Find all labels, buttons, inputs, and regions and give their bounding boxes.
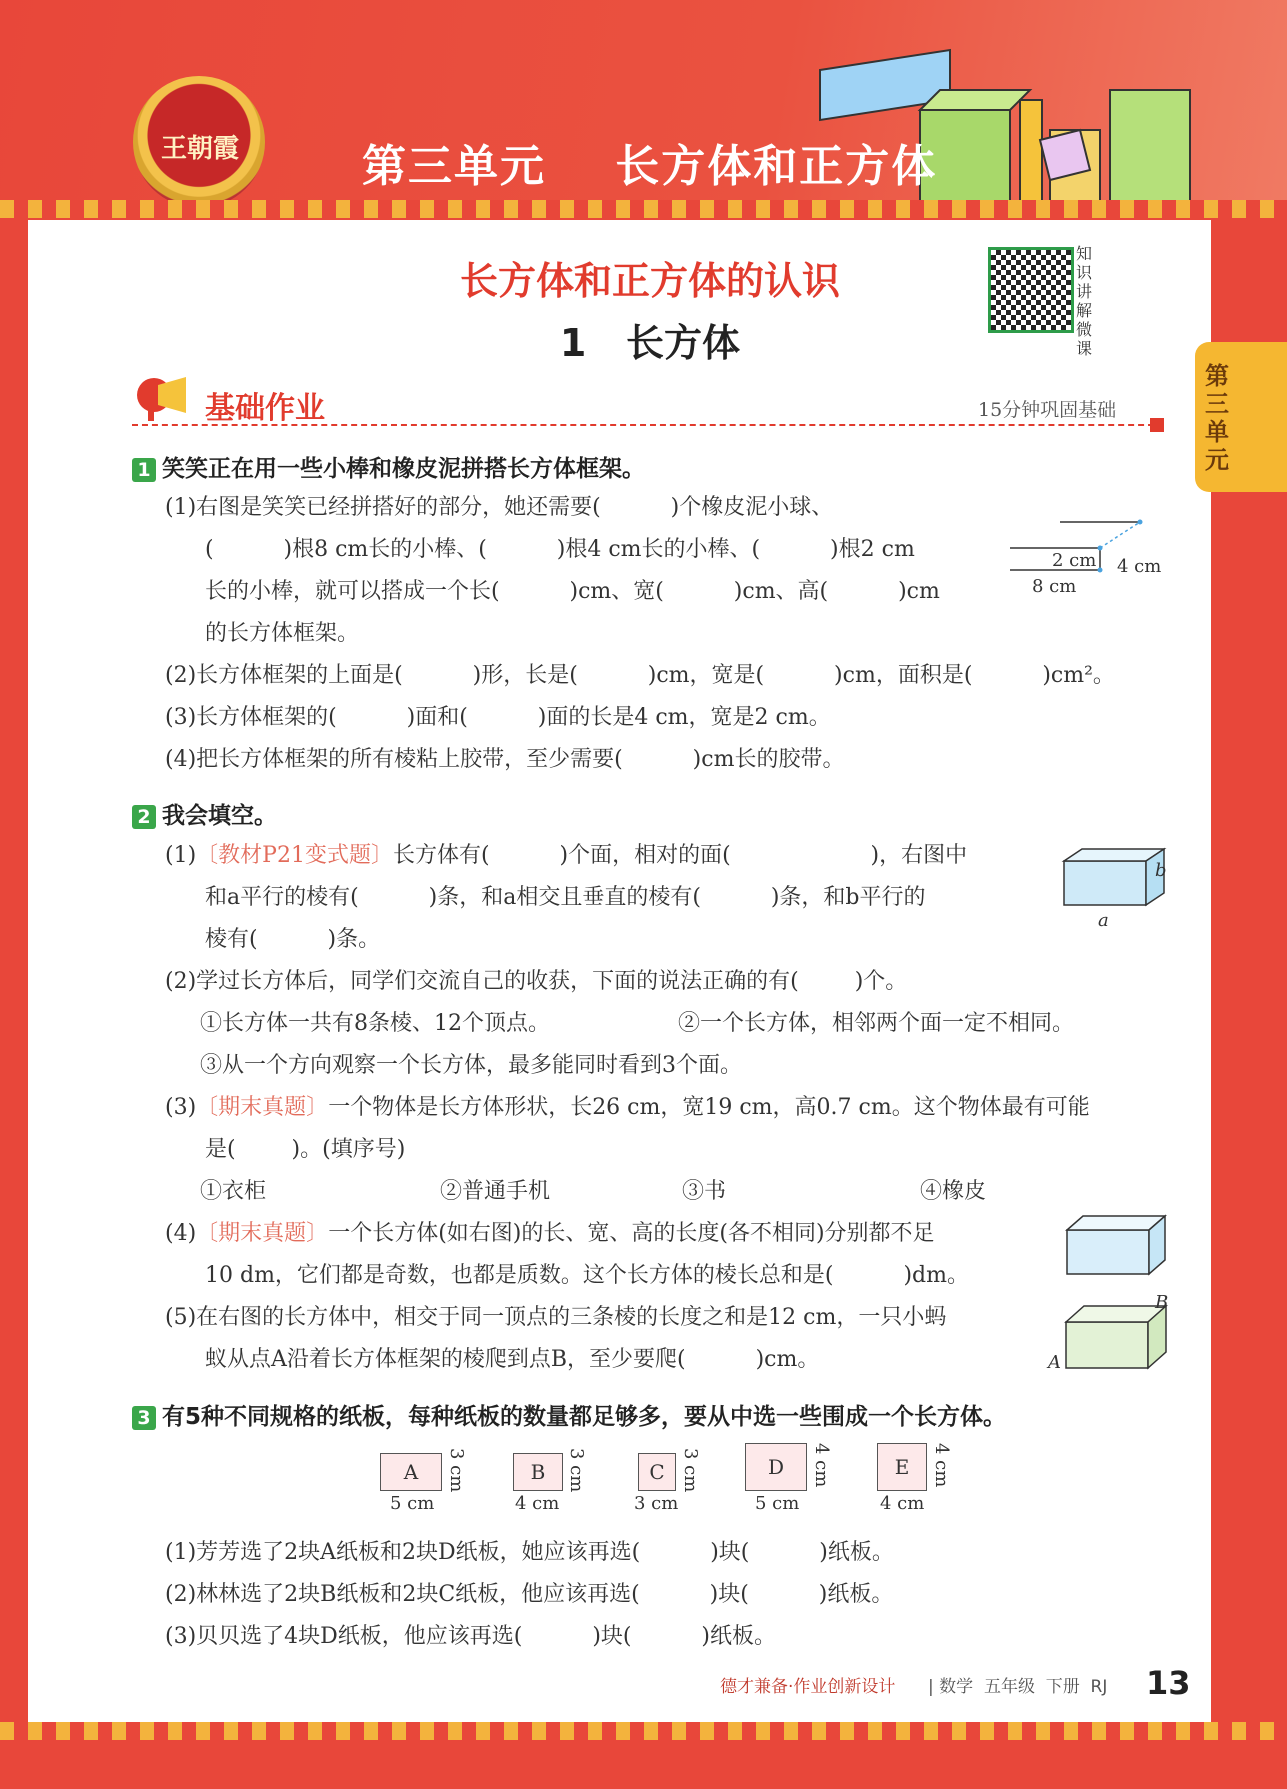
time-hint: 15分钟巩固基础: [978, 399, 1117, 421]
board-d: D: [745, 1443, 807, 1491]
divider-end: [1150, 418, 1164, 432]
q2-5-line: (5)在右图的长方体中，相交于同一顶点的三条棱的长度之和是12 cm，一只小蚂: [165, 1305, 947, 1330]
board-c-width: 3 cm: [634, 1493, 679, 1514]
q2-3-line: 是( )。(填序号): [205, 1137, 406, 1162]
q2-title-text: 我会填空。: [162, 803, 277, 829]
q2-2-option: ②一个长方体，相邻两个面一定不相同。: [678, 1011, 1075, 1036]
q2-1-line: 棱有( )条。: [205, 927, 381, 952]
q1-fig-label: 4 cm: [1117, 556, 1162, 577]
q1-line: 的长方体框架。: [205, 621, 360, 646]
q3-title-text: 有5种不同规格的纸板，每种纸板的数量都足够多，要从中选一些围成一个长方体。: [162, 1404, 1007, 1430]
q2-4-line: [165, 1216, 935, 1247]
q2-4-cuboid-figure: [1063, 1212, 1173, 1282]
board-b: B: [513, 1453, 563, 1491]
q2-1-tag: 〔教材P21变式题〕: [196, 843, 393, 868]
q2-fig-label: b: [1155, 860, 1167, 881]
q2-4-num: (4): [165, 1221, 197, 1246]
q1-fig-label: 2 cm: [1052, 550, 1097, 571]
board-d-height: 4 cm: [811, 1443, 832, 1488]
q1-fig-label: 8 cm: [1032, 576, 1077, 597]
q1-line: 长的小棒，就可以搭成一个长( )cm、宽( )cm、高( )cm: [205, 579, 940, 604]
q2-3-line: [165, 1090, 1090, 1121]
q2-number: 2: [132, 805, 156, 829]
qr-label: 知识讲解微课: [1076, 244, 1093, 358]
q3-line: (3)贝贝选了4块D纸板，他应该再选( )块( )纸板。: [165, 1624, 776, 1649]
board-e-height: 4 cm: [931, 1443, 952, 1488]
q1-line: ( )根8 cm长的小棒、( )根4 cm长的小棒、( )根2 cm: [205, 537, 915, 562]
board-b-width: 4 cm: [515, 1493, 560, 1514]
q2-title: [132, 797, 277, 830]
q2-3-option: ②普通手机: [440, 1179, 551, 1204]
q2-3-option: ④橡皮: [920, 1179, 987, 1204]
q2-4-text: 一个长方体(如右图)的长、宽、高的长度(各不相同)分别都不足: [328, 1221, 935, 1246]
board-a-width: 5 cm: [390, 1493, 435, 1514]
q3-number: 3: [132, 1406, 156, 1430]
section-title: 长方体和正方体的认识: [459, 259, 840, 303]
q2-1-line: 和a平行的棱有( )条，和a相交且垂直的棱有( )条，和b平行的: [205, 885, 926, 910]
q2-1-line: [165, 838, 967, 869]
q1-title-text: 笑笑正在用一些小棒和橡皮泥拼搭长方体框架。: [162, 456, 645, 482]
q3-line: (2)林林选了2块B纸板和2块C纸板，他应该再选( )块( )纸板。: [165, 1582, 894, 1607]
q2-2-option: ①长方体一共有8条棱、12个顶点。: [200, 1011, 550, 1036]
q2-4-tag: 〔期末真题〕: [196, 1221, 329, 1246]
board-d-width: 5 cm: [755, 1493, 800, 1514]
bottom-border: [0, 1722, 1287, 1740]
q2-2-line: (2)学过长方体后，同学们交流自己的收获，下面的说法正确的有( )个。: [165, 969, 908, 994]
board-c-height: 3 cm: [680, 1448, 701, 1493]
board-e: E: [877, 1443, 927, 1491]
q2-3-option: ①衣柜: [200, 1179, 267, 1204]
q1-line: (4)把长方体框架的所有棱粘上胶带，至少需要( )cm长的胶带。: [165, 747, 845, 772]
q2-5-fig-label: A: [1048, 1352, 1061, 1373]
q3-line: (1)芳芳选了2块A纸板和2块D纸板，她应该再选( )块( )纸板。: [165, 1540, 894, 1565]
side-tab-label: 第三单元: [1205, 362, 1229, 474]
q1-line: (3)长方体框架的( )面和( )面的长是4 cm，宽是2 cm。: [165, 705, 831, 730]
divider: [132, 424, 1164, 426]
homework-label: 基础作业: [205, 391, 325, 426]
q2-1-text: 长方体有( )个面，相对的面( )，右图中: [392, 843, 968, 868]
board-b-height: 3 cm: [566, 1448, 587, 1493]
qr-code[interactable]: [988, 247, 1074, 333]
logo-text: 王朝霞: [160, 134, 239, 164]
q1-line: (2)长方体框架的上面是( )形，长是( )cm，宽是( )cm，面积是( )cm²。: [165, 663, 1115, 688]
board-e-width: 4 cm: [880, 1493, 925, 1514]
page-number: 13: [1146, 1664, 1191, 1702]
q3-title: [132, 1398, 1006, 1431]
lesson-title: 1 长方体: [559, 321, 741, 365]
side-tab: [1195, 342, 1287, 492]
board-a-height: 3 cm: [446, 1448, 467, 1493]
q2-5-fig-label: B: [1155, 1292, 1169, 1313]
q1-title: [132, 450, 645, 483]
q2-2-option: ③从一个方向观察一个长方体，最多能同时看到3个面。: [200, 1053, 742, 1078]
footer-info: | 数学 五年级 下册 RJ: [928, 1677, 1108, 1697]
board-c: C: [638, 1453, 676, 1491]
q2-1-num: (1): [165, 843, 197, 868]
q1-line: (1)右图是笑笑已经拼搭好的部分，她还需要( )个橡皮泥小球、: [165, 495, 834, 520]
q2-fig-label: a: [1098, 910, 1109, 931]
q2-3-option: ③书: [682, 1179, 727, 1204]
q2-3-tag: 〔期末真题〕: [196, 1095, 329, 1120]
q2-4-line: 10 dm，它们都是奇数，也都是质数。这个长方体的棱长总和是( )dm。: [205, 1263, 969, 1288]
q2-5-line: 蚁从点A沿着长方体框架的棱爬到点B，至少要爬( )cm。: [205, 1347, 820, 1372]
q2-3-text: 一个物体是长方体形状，长26 cm，宽19 cm，高0.7 cm。这个物体最有可能: [328, 1095, 1090, 1120]
footer-brand: 德才兼备·作业创新设计: [720, 1677, 896, 1697]
unit-title: 第三单元 长方体和正方体: [362, 141, 938, 192]
board-a: A: [380, 1453, 442, 1491]
trumpet-icon: [134, 373, 190, 423]
top-border: [0, 200, 1287, 218]
q1-number: 1: [132, 458, 156, 482]
q2-3-num: (3): [165, 1095, 197, 1120]
